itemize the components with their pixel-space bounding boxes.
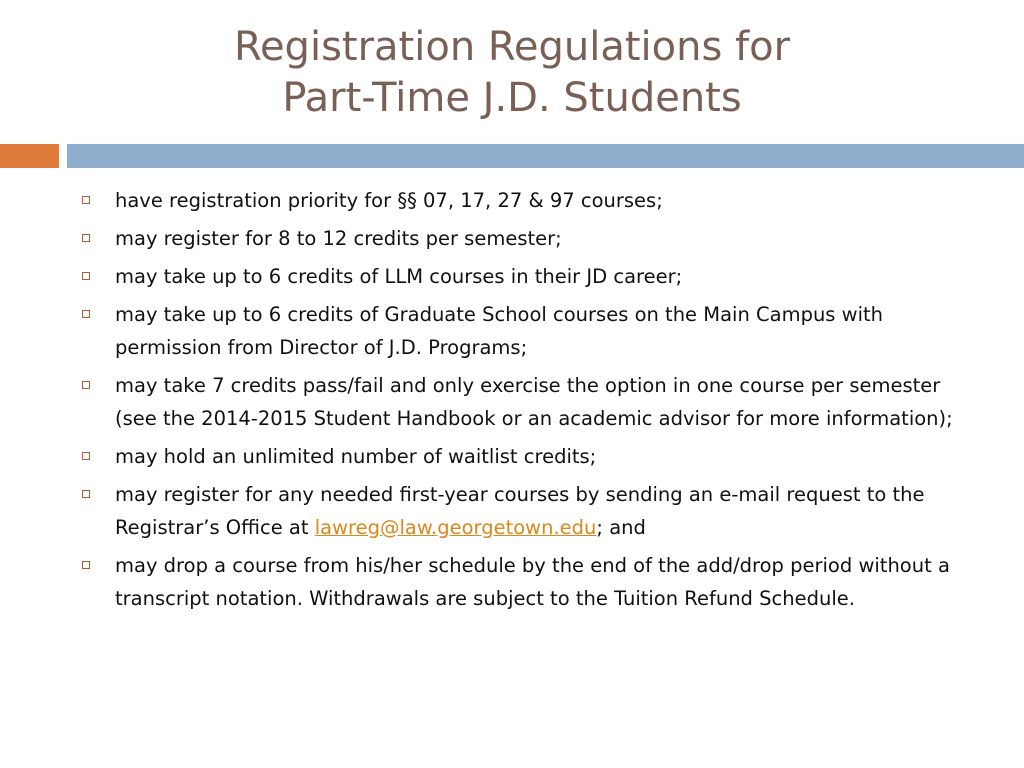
- bullet-item: [80, 549, 980, 615]
- slide-title-line-2: Part-Time J.D. Students: [282, 75, 742, 121]
- bullet-text-after-link: ; and: [596, 516, 646, 539]
- bullet-item: [80, 369, 980, 435]
- bullet-text: may hold an unlimited number of waitlist credits;: [115, 445, 597, 468]
- hollow-square-icon: [82, 561, 90, 569]
- hollow-square-icon: [82, 490, 90, 498]
- slide-title: [0, 22, 1024, 124]
- bullet-item: [80, 260, 980, 293]
- hollow-square-icon: [82, 234, 90, 242]
- hollow-square-icon: [82, 196, 90, 204]
- slide-title-line-1: Registration Regulations for: [233, 24, 791, 70]
- accent-bar: [0, 144, 59, 168]
- bullet-text: may take up to 6 credits of LLM courses in their JD career;: [115, 265, 683, 288]
- bullet-item: [80, 222, 980, 255]
- bullet-text: may drop a course from his/her schedule by the end of the add/drop period without a transcript notation. Withdrawals are subject to the Tuition Refund Schedule.: [115, 554, 950, 610]
- title-rule-bar: [67, 144, 1024, 168]
- bullet-item: [80, 184, 980, 217]
- bullet-text: may take 7 credits pass/fail and only exercise the option in one course per semester (see the 2014-2015 Student Handbook or an academic advisor for more information);: [115, 374, 953, 430]
- hollow-square-icon: [82, 272, 90, 280]
- bullet-text-before-link: may register for any needed first-year courses by sending an e-mail request to the Registrar’s Office at: [115, 483, 925, 539]
- bullet-list: [80, 184, 980, 620]
- bullet-item: [80, 440, 980, 473]
- bullet-text: have registration priority for §§ 07, 17, 27 & 97 courses;: [115, 189, 663, 212]
- bullet-text: may register for 8 to 12 credits per semester;: [115, 227, 562, 250]
- hollow-square-icon: [82, 310, 90, 318]
- bullet-item: [80, 298, 980, 364]
- registrar-email-link[interactable]: lawreg@law.georgetown.edu: [314, 516, 597, 539]
- hollow-square-icon: [82, 452, 90, 460]
- hollow-square-icon: [82, 381, 90, 389]
- bullet-item: [80, 478, 980, 544]
- bullet-text: may take up to 6 credits of Graduate School courses on the Main Campus with permission from Director of J.D. Programs;: [115, 303, 884, 359]
